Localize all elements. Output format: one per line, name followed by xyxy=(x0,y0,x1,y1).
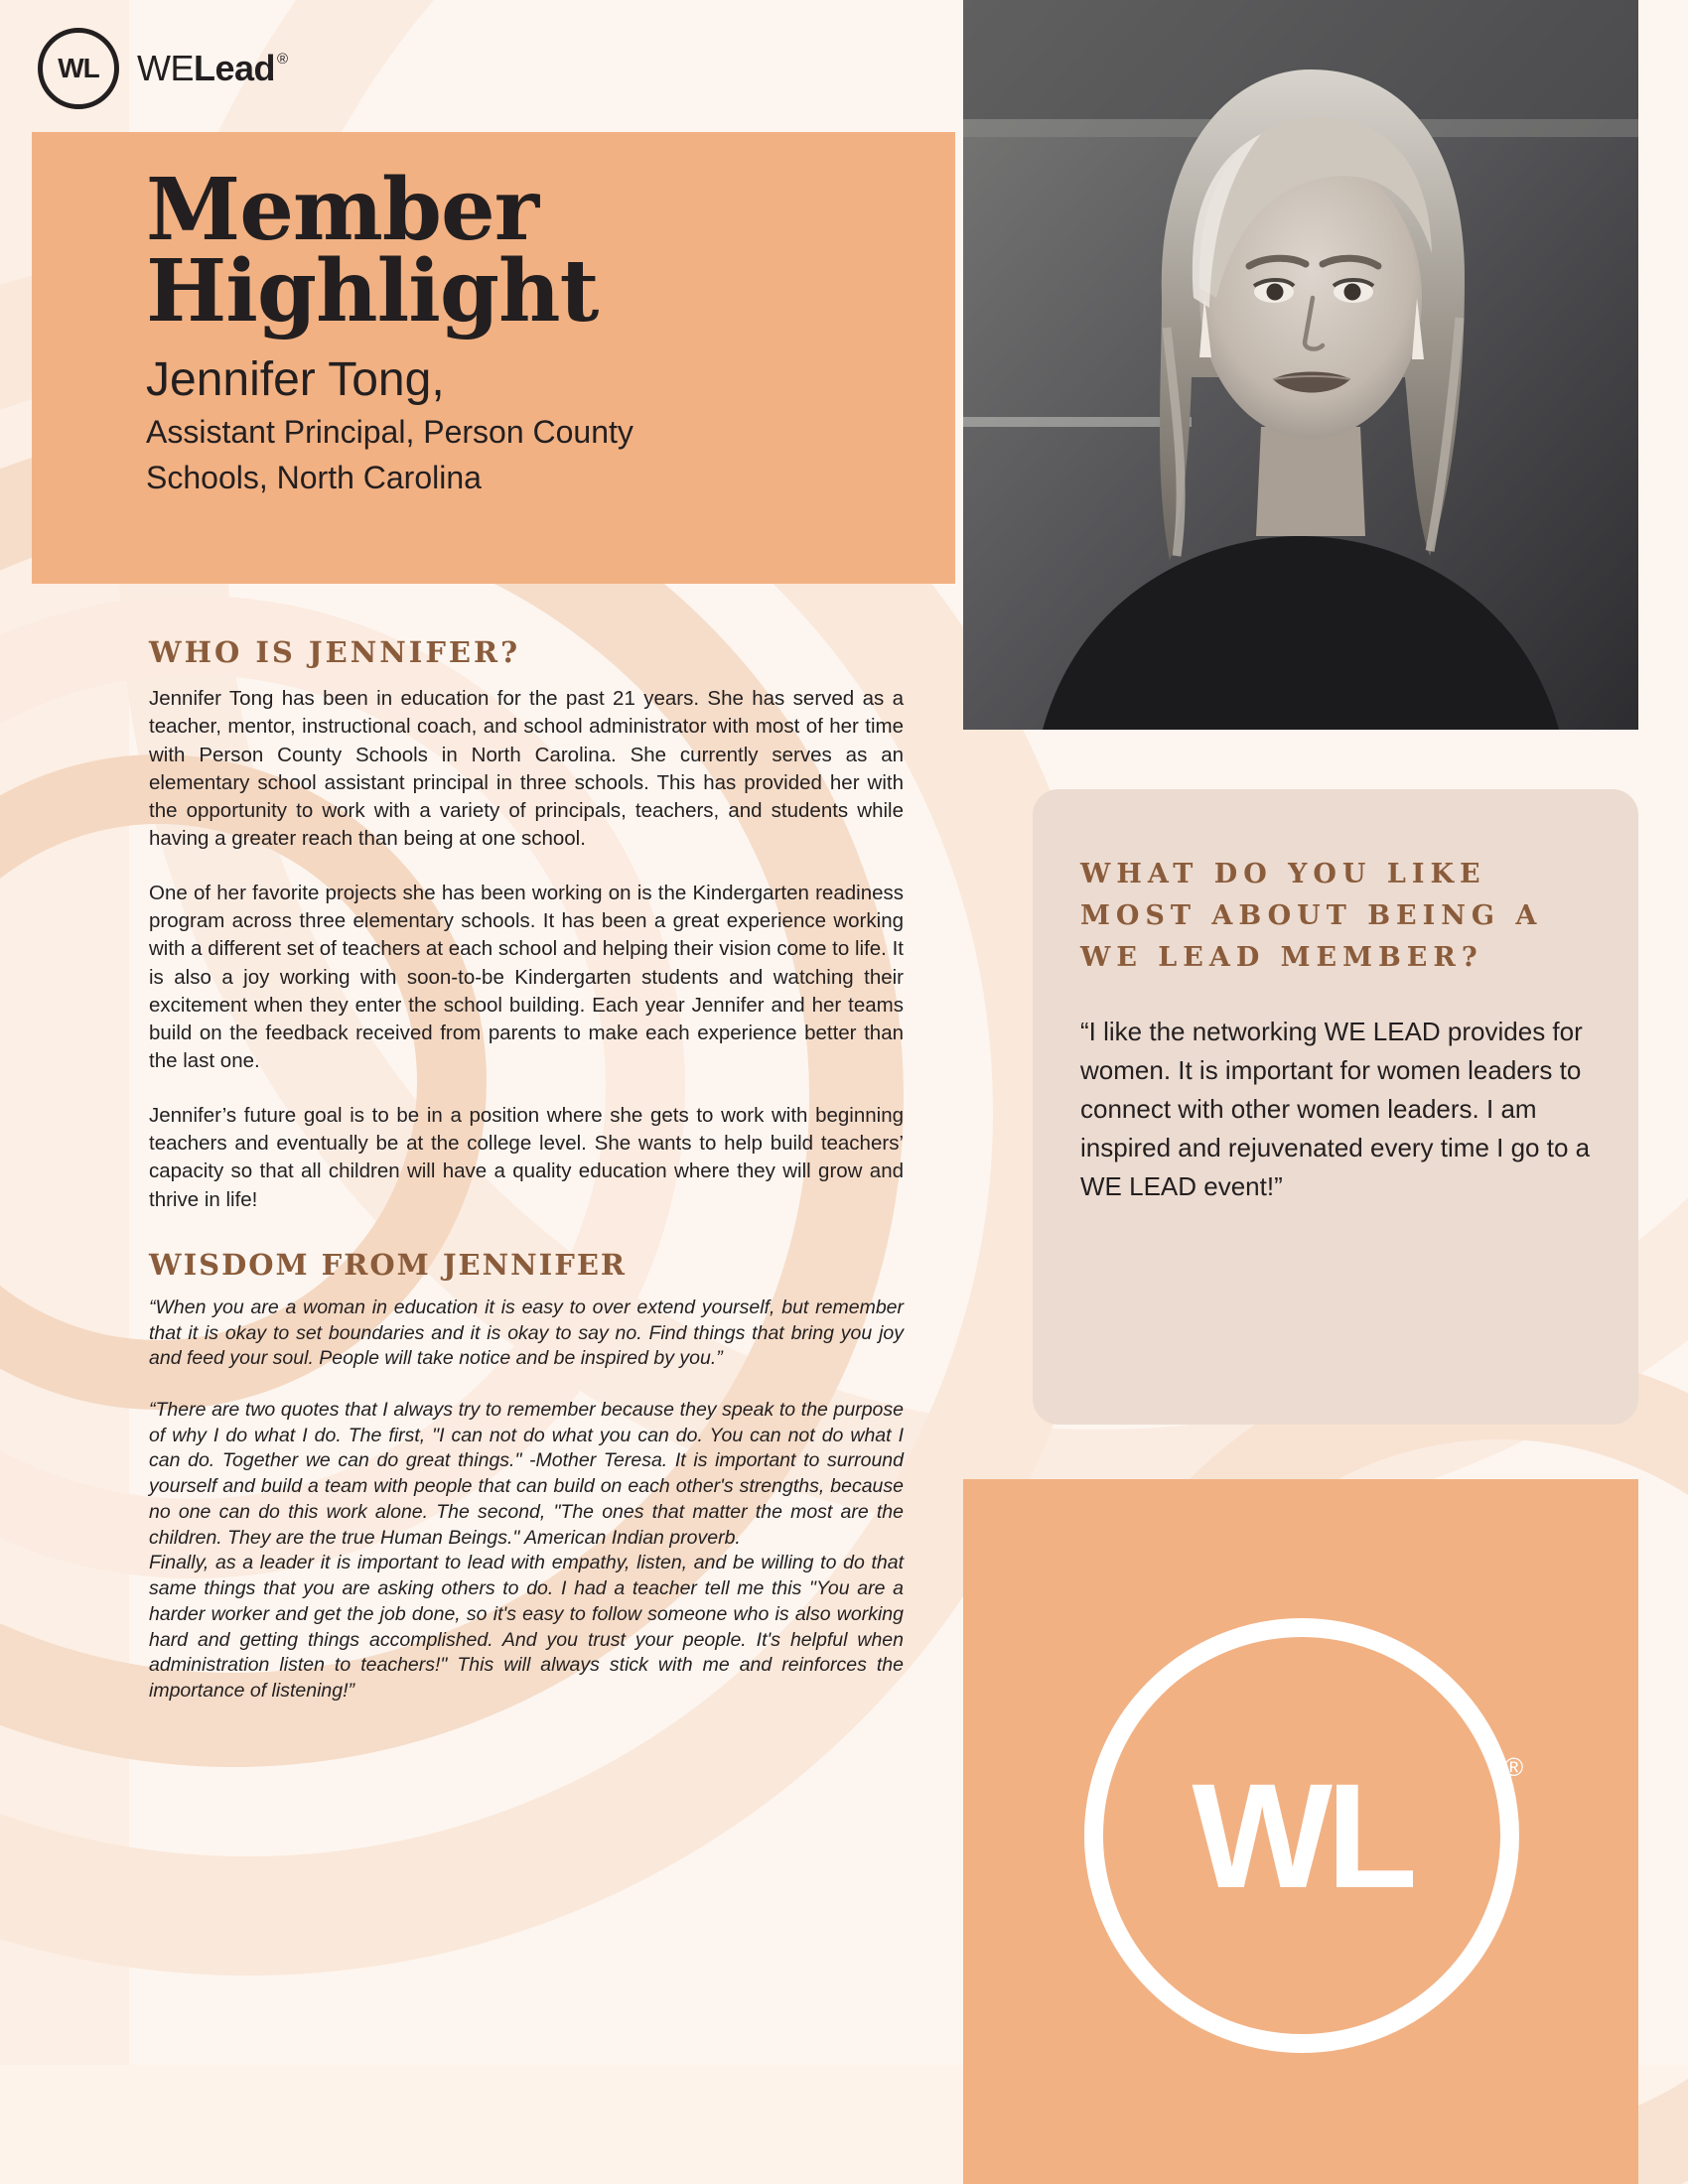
article-paragraph: One of her favorite projects she has been working on is the Kindergarten readiness program across three elementary schools. It has been a great experience working with a different set of teachers at each school and helping their vision come to life. It is also a joy working with soon-to-be Kindergarten students and watching their excitement when they enter the school building. Each year Jennifer and her teams build on the feedback received from parents to make each experience better than the last one. xyxy=(149,881,904,1073)
page-title-line2: Highlight xyxy=(146,240,599,341)
wisdom-quote: “When you are a woman in education it is easy to over extend yourself, but remember that it is okay to set boundaries and it is okay to say no. Find things that bring you joy and feed your soul. People will take notice and be inspired by you.” xyxy=(149,1296,904,1370)
article-paragraph: Jennifer Tong has been in education for the past 21 years. She has served as a teacher, mentor, instructional coach, and school administrator with most of her time with Person County Schools in North Carolina. She currently serves as an elementary school assistant principal in three schools. This has provided her with the opportunity to work with a variety of principals, teachers, and students while having a greater reach than being at one school. xyxy=(149,687,904,851)
member-role-line2: Schools, North Carolina xyxy=(146,459,482,495)
registered-mark-large-icon: ® xyxy=(1504,1752,1524,1782)
wisdom-quote: “There are two quotes that I always try to remember because they speak to the purpose of why I do what I do. The first, "I can not do what you can do. You can not do what I can do. Together we can do great things." -Mother Teresa. It is important to surround yourself and build a team with people that can build on each other's strengths, because no one can do this work alone. The second, "The ones that matter the most are the children. They are the true Human Beings." American Indian proverb. xyxy=(149,1398,904,1549)
wl-monogram: WL xyxy=(58,53,99,83)
brand-we: WE xyxy=(137,48,194,88)
member-role-line1: Assistant Principal, Person County xyxy=(146,413,633,450)
wisdom-quote: Finally, as a leader it is important to lead with empathy, listen, and be willing to do that same things that you are asking others to do. I had a teacher tell me this "You are a harder worker and get the job done, so it's easy to follow someone who is also working hard and getting things accomplished. And you trust your people. It's helpful when administration listen to teachers!" This will always stick with me and reinforces the importance of listening!” xyxy=(149,1552,904,1703)
wisdom-heading: WISDOM FROM JENNIFER xyxy=(149,1247,628,1282)
footer-logo-block xyxy=(963,1479,1638,2184)
article-column xyxy=(149,635,904,1705)
wl-circle-large-icon xyxy=(1084,1618,1519,2053)
sidebar-question-heading: WHAT DO YOU LIKE MOST ABOUT BEING A WE LEAD MEMBER? xyxy=(1080,859,1543,973)
brand-wordmark xyxy=(137,48,288,89)
registered-mark-icon: ® xyxy=(277,51,288,68)
wl-circle-icon xyxy=(38,28,119,109)
header-block xyxy=(32,132,955,584)
who-is-jennifer-heading: WHO IS JENNIFER? xyxy=(149,635,521,669)
wl-monogram-large: WL xyxy=(1192,1752,1412,1919)
member-portrait-photo xyxy=(963,0,1638,730)
sidebar-quote-text: “I like the networking WE LEAD provides for women. It is important for women leaders to connect with other women leaders. I am inspired and rejuvenated every time I go to a WE LEAD event!” xyxy=(1080,1016,1591,1201)
brand-logo xyxy=(38,28,288,109)
page-title-line1: Member xyxy=(146,160,539,260)
member-name: Jennifer Tong, xyxy=(146,353,445,407)
sidebar-quote-card xyxy=(1033,789,1638,1425)
page-title xyxy=(146,160,906,341)
article-paragraph: Jennifer’s future goal is to be in a position where she gets to work with beginning teachers and eventually be at the college level. She wants to help build teachers’ capacity so that all children will have a quality education where they will grow and thrive in life! xyxy=(149,1103,904,1211)
brand-lead: Lead xyxy=(194,48,276,88)
